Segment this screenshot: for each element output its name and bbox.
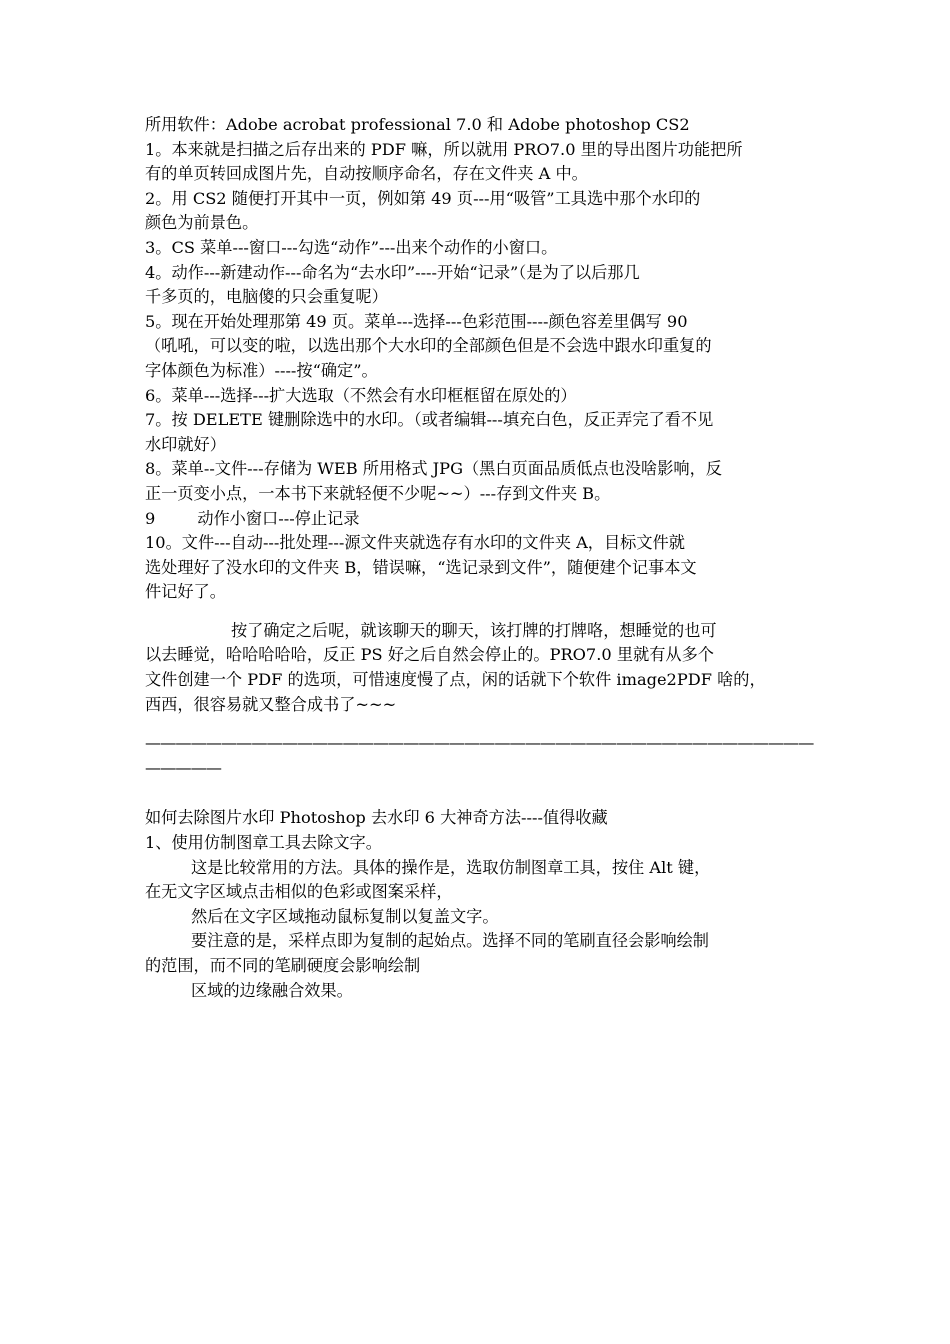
step-5-line-2: （吼吼，可以变的啦，以选出那个大水印的全部颜色但是不会选中跟水印重复的 — [145, 336, 712, 356]
method-1-para-4: 区域的边缘融合效果。 — [191, 980, 353, 1000]
step-8-line-2: 正一页变小点，一本书下来就轻便不少呢~~）---存到文件夹 B。 — [145, 483, 611, 503]
note-paragraph-line-4: 西西，很容易就又整合成书了~~~ — [145, 694, 397, 714]
step-3: 3。CS 菜单---窗口---勾选“动作”---出来个动作的小窗口。 — [145, 237, 558, 257]
divider-rule-2: ————— — [145, 757, 221, 777]
blank-line — [145, 780, 810, 806]
step-2-line-2: 颜色为前景色。 — [145, 213, 259, 233]
step-10-line-2: 选处理好了没水印的文件夹 B，错误嘛，“选记录到文件”，随便建个记事本文 — [145, 557, 697, 577]
blank-line — [145, 717, 810, 731]
section-title: 如何去除图片水印 Photoshop 去水印 6 大神奇方法----值得收藏 — [145, 808, 608, 828]
step-4-line-2: 千多页的，电脑傻的只会重复呢） — [145, 287, 388, 307]
step-1-line-1: 1。本来就是扫描之后存出来的 PDF 嘛，所以就用 PRO7.0 里的导出图片功能把所 — [145, 139, 743, 159]
method-1-heading: 1、使用仿制图章工具去除文字。 — [145, 833, 382, 853]
note-paragraph-line-1: 按了确定之后呢，就该聊天的聊天，该打牌的打牌咯，想睡觉的也可 — [231, 620, 717, 640]
step-9-text: 动作小窗口---停止记录 — [197, 508, 360, 528]
document-page — [145, 113, 814, 1003]
step-4-line-1: 4。动作---新建动作---命名为“去水印”----开始“记录”（是为了以后那几 — [145, 262, 640, 282]
step-10-line-1: 10。文件---自动---批处理---源文件夹就选存有水印的文件夹 A，目标文件就 — [145, 533, 685, 553]
step-5-line-3: 字体颜色为标准）----按“确定”。 — [145, 360, 378, 380]
method-1-para-1-line-2: 在无文字区域点击相似的色彩或图案采样， — [145, 882, 453, 902]
note-paragraph-line-3: 文件创建一个 PDF 的选项，可惜速度慢了点，闲的话就下个软件 image2PDF 啥的， — [145, 670, 766, 690]
step-7-line-2: 水印就好） — [145, 434, 226, 454]
step-10-line-3: 件记好了。 — [145, 582, 226, 602]
blank-line — [145, 605, 810, 619]
software-line: 所用软件：Adobe acrobat professional 7.0 和 Adobe photoshop CS2 — [145, 115, 690, 134]
step-7-line-1: 7。按 DELETE 键删除选中的水印。（或者编辑---填充白色，反正弄完了看不见 — [145, 410, 714, 430]
step-1-line-2: 有的单页转回成图片先，自动按顺序命名，存在文件夹 A 中。 — [145, 164, 588, 184]
step-9 — [145, 507, 810, 532]
method-1-para-3-line-2: 的范围，而不同的笔刷硬度会影响绘制 — [145, 956, 421, 975]
method-1-para-1-line-1: 这是比较常用的方法。具体的操作是，选取仿制图章工具，按住 Alt 键， — [191, 857, 711, 877]
step-5-line-1: 5。现在开始处理那第 49 页。菜单---选择---色彩范围----颜色容差里偶写 90 — [145, 311, 688, 331]
method-1-para-2: 然后在文字区域拖动鼠标复制以复盖文字。 — [191, 906, 499, 926]
step-8-line-1: 8。菜单--文件---存储为 WEB 所用格式 JPG（黑白页面品质低点也没啥影响，反 — [145, 459, 722, 479]
note-paragraph-line-2: 以去睡觉，哈哈哈哈哈，反正 PS 好之后自然会停止的。PRO7.0 里就有从多个 — [145, 645, 714, 665]
step-6: 6。菜单---选择---扩大选取（不然会有水印框框留在原处的） — [145, 385, 577, 405]
method-1-para-3-line-1: 要注意的是，采样点即为复制的起始点。选择不同的笔刷直径会影响绘制 — [191, 931, 709, 951]
step-2-line-1: 2。用 CS2 随便打开其中一页，例如第 49 页---用“吸管”工具选中那个水印的 — [145, 188, 701, 208]
divider-rule-1: ———————————————————————————————————————————— — [145, 733, 814, 753]
step-9-number: 9 — [145, 508, 156, 528]
